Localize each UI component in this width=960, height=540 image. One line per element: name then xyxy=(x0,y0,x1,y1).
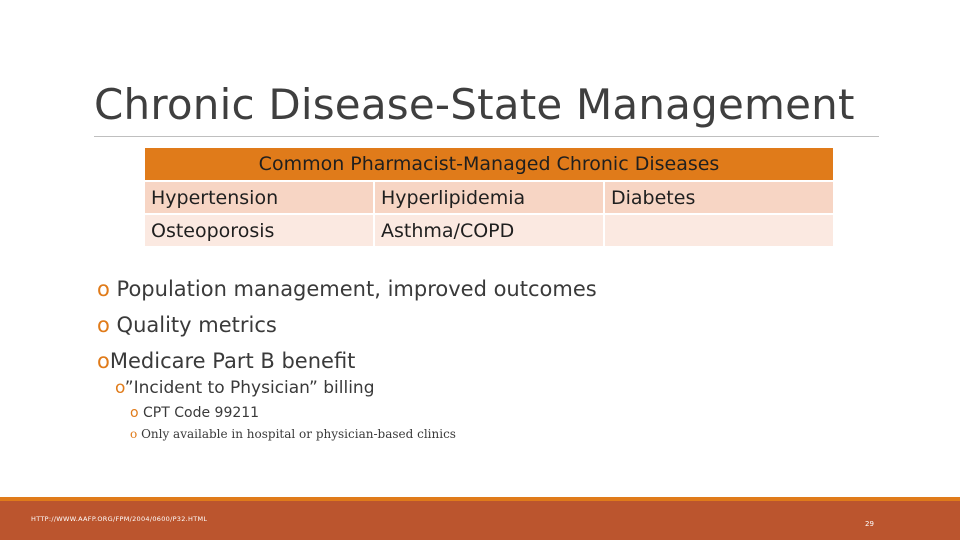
bullet-marker-icon: o xyxy=(130,427,138,441)
bullet-population-management xyxy=(97,277,597,301)
table-row xyxy=(144,181,834,214)
table-cell xyxy=(604,214,834,247)
bullet-text: Population management, improved outcomes xyxy=(116,277,597,301)
bullet-text: Quality metrics xyxy=(116,313,277,337)
bullet-medicare-part-b xyxy=(97,349,355,373)
bullet-hospital-clinics xyxy=(130,427,456,441)
bullet-marker-icon: o xyxy=(115,378,125,398)
bullet-quality-metrics xyxy=(97,313,277,337)
bullet-cpt-code xyxy=(130,405,259,421)
table-header-row xyxy=(144,147,834,181)
table-row xyxy=(144,214,834,247)
bullet-text: Only available in hospital or physician-based clinics xyxy=(141,427,456,441)
bullet-marker-icon: o xyxy=(97,313,110,337)
bullet-text: CPT Code 99211 xyxy=(143,405,260,421)
table-cell: Osteoporosis xyxy=(144,214,374,247)
footer-source-link[interactable]: HTTP://WWW.AAFP.ORG/FPM/2004/0600/P32.HTML xyxy=(31,515,208,523)
page-number: 29 xyxy=(865,520,874,528)
table-header: Common Pharmacist-Managed Chronic Diseases xyxy=(144,147,834,181)
table-cell: Asthma/COPD xyxy=(374,214,604,247)
bullet-text: Medicare Part B benefit xyxy=(109,349,356,373)
bullet-marker-icon: o xyxy=(130,405,139,421)
table-cell: Diabetes xyxy=(604,181,834,214)
bullet-marker-icon: o xyxy=(97,277,110,301)
bullet-marker-icon: o xyxy=(97,349,110,373)
chronic-diseases-table xyxy=(143,146,835,248)
footer-bar xyxy=(0,501,960,540)
table-cell: Hyperlipidemia xyxy=(374,181,604,214)
slide-title: Chronic Disease-State Management xyxy=(94,80,855,129)
bullet-incident-to-physician xyxy=(115,378,374,398)
title-divider xyxy=(94,136,879,137)
table-cell: Hypertension xyxy=(144,181,374,214)
bullet-text: ”Incident to Physician” billing xyxy=(124,378,375,398)
